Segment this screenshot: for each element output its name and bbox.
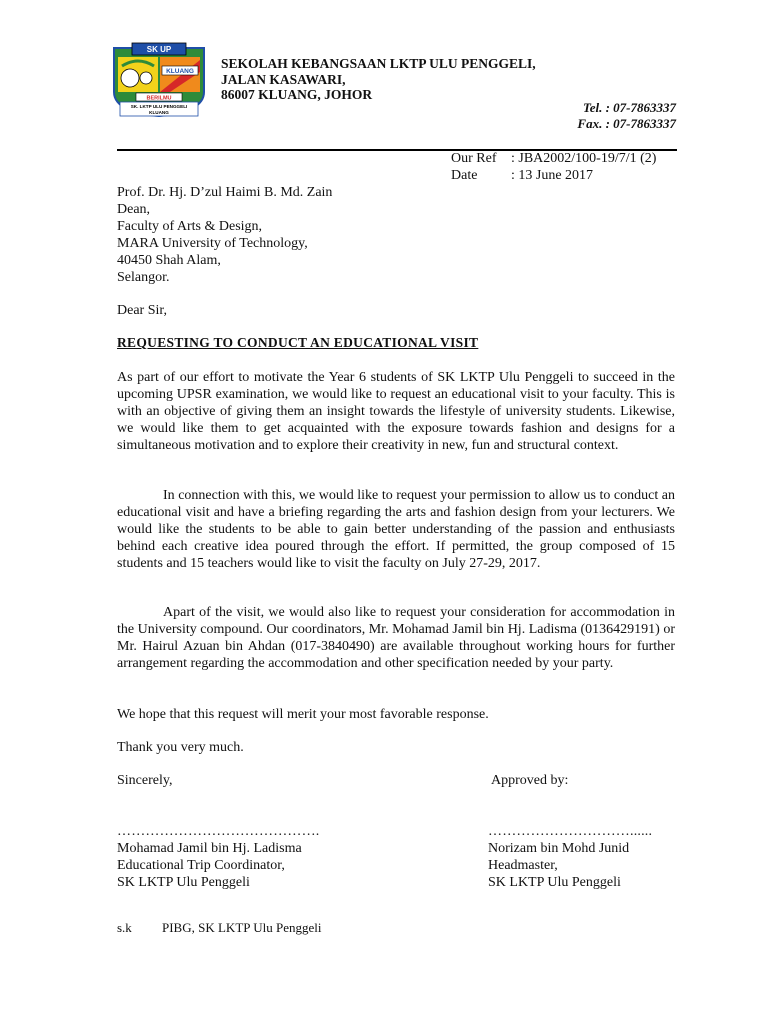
signatory-name: Norizam bin Mohd Junid (488, 841, 630, 856)
svg-text:SK UP: SK UP (146, 45, 172, 54)
signature-block-coordinator (117, 823, 320, 891)
recipient-faculty: Faculty of Arts & Design, (117, 219, 263, 234)
signature-line: ……………………………………. (117, 824, 320, 839)
school-crest-icon (110, 42, 208, 118)
recipient-university: MARA University of Technology, (117, 236, 308, 251)
fax-number: Fax. : 07-7863337 (577, 116, 676, 131)
closing-sincerely: Sincerely, (117, 773, 173, 788)
signatory-name: Mohamad Jamil bin Hj. Ladisma (117, 841, 302, 856)
signatory-title: Educational Trip Coordinator, (117, 858, 285, 873)
recipient-name: Prof. Dr. Hj. D’zul Haimi B. Md. Zain (117, 185, 333, 200)
letter-subject: REQUESTING TO CONDUCT AN EDUCATIONAL VISIT (117, 335, 479, 350)
salutation: Dear Sir, (117, 303, 167, 318)
date-row (451, 168, 593, 184)
carbon-copy (117, 920, 322, 936)
reference-row (451, 151, 656, 167)
recipient-title: Dean, (117, 202, 151, 217)
body-paragraph-2: In connection with this, we would like to request your permission to allow us to conduct an educational visit and have a briefing regarding the arts and fashion design from your lecturers. We would like the students to be able to gain better understanding of the passion and enthusiasts behind each creative idea poured through the effort. If permitted, the group composed of 15 students and 15 teachers would like to visit the faculty on July 27-29, 2017. (117, 488, 675, 571)
svg-text:KLUANG: KLUANG (149, 110, 169, 115)
svg-text:BERILMU: BERILMU (146, 95, 172, 102)
body-paragraph-1: As part of our effort to motivate the Year 6 students of SK LKTP Ulu Penggeli to succeed in the upcoming UPSR examination, we would like to request an educational visit to your faculty. This is with an objective of giving them an insight towards the lifestyle of university students. Likewise, we would like them to get acquainted with the exposure towards fashion and designs for a simultaneous motivation and to explore their creativity in new, fun and structural context. (117, 370, 675, 453)
telephone-number: Tel. : 07-7863337 (582, 100, 676, 115)
closing-approved-by: Approved by: (491, 773, 569, 788)
reference-label: Our Ref (451, 151, 497, 166)
recipient-city: 40450 Shah Alam, (117, 253, 221, 268)
body-paragraph-5: Thank you very much. (117, 740, 244, 755)
recipient-state: Selangor. (117, 270, 170, 285)
reference-value: : JBA2002/100-19/7/1 (2) (511, 151, 657, 166)
address-line-1: JALAN KASAWARI, (221, 72, 346, 87)
cc-value: PIBG, SK LKTP Ulu Penggeli (162, 920, 322, 935)
signatory-organization: SK LKTP Ulu Penggeli (117, 875, 250, 890)
school-name: SEKOLAH KEBANGSAAN LKTP ULU PENGGELI, (221, 56, 536, 71)
school-logo (110, 42, 208, 118)
signatory-title: Headmaster, (488, 858, 558, 873)
date-label: Date (451, 168, 478, 183)
signature-block-headmaster (488, 823, 652, 891)
signature-line: …………………………...... (488, 824, 653, 839)
body-paragraph-4: We hope that this request will merit your most favorable response. (117, 707, 489, 722)
date-value: : 13 June 2017 (511, 168, 594, 183)
svg-text:KLUANG: KLUANG (166, 68, 194, 75)
signatory-organization: SK LKTP Ulu Penggeli (488, 875, 621, 890)
address-line-2: 86007 KLUANG, JOHOR (221, 87, 373, 102)
svg-text:SK. LKTP ULU PENGGELI: SK. LKTP ULU PENGGELI (130, 104, 188, 109)
cc-label: s.k (117, 920, 132, 935)
body-paragraph-3: Apart of the visit, we would also like to request your consideration for accommodation in the University compound. Our coordinators, Mr. Mohamad Jamil bin Hj. Ladisma (0136429191) or Mr. Hairul Azuan bin Ahdan (017-3840490) are available throughout working hours for further arrangement regarding the accommodation and other specification needed by your party. (117, 605, 675, 671)
